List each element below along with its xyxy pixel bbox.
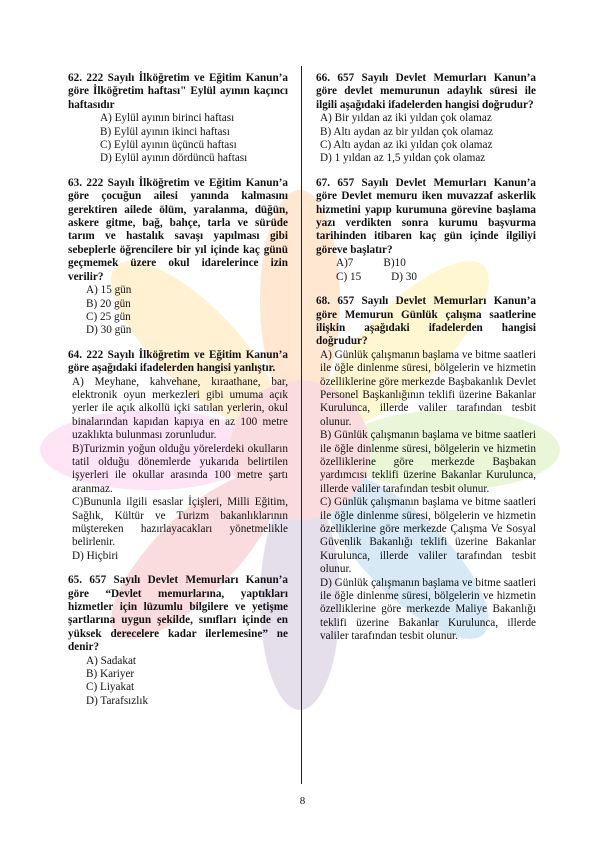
option-b: B) 20 gün: [86, 297, 131, 310]
question-stem: 68. 657 Sayılı Devlet Memurları Kanun’a göre Memurun Günlük çalışma saatlerine ilişkin aşağıdaki ifadelerden hangisi doğrudur?: [316, 295, 536, 348]
option-c: C) 25 gün: [86, 310, 131, 323]
option-a: A)7: [336, 257, 354, 270]
option-a: A) Eylül ayının birinci haftası: [100, 112, 235, 125]
option-c: C) 15: [336, 270, 362, 283]
question-68: [316, 295, 536, 644]
option-d: D) 30: [391, 270, 417, 283]
question-stem: 63. 222 Sayılı İlköğretim ve Eğitim Kanun’a göre çocuğun ailesi yanında kalmasını gerektiren ailede ölüm, yaralanma, düğün, askere gitme, bağ, bahçe, tarla ve sürüde tarım ve hastalık savaşı yapılması gibi sebeplerle öğrencilere bir yıl içinde kaç günü geçmemek üzere okul idarelerince izin verilir?: [68, 176, 288, 283]
question-67: [316, 177, 536, 284]
option-row: [316, 257, 536, 270]
option-c: C)Bununla ilgili esaslar İçişleri, Milli Eğitim, Sağlık, Kültür ve Turizm bakanlıklarının müştereken hazırlayacakları yönetmelikle belirlenir.: [72, 496, 288, 549]
option-b: B)10: [383, 257, 406, 270]
option-b: B) Günlük çalışmanın başlama ve bitme saatleri ile öğle dinlenme süresi, bölgelerin ve hizmetin özelliklerine göre merkezde Başbakan yardımcısı teklifi üzerine Bakanlar Kurulunca, illerde valiler tarafından tesbit olunur.: [320, 429, 536, 495]
option-a: A) Bir yıldan az iki yıldan çok olamaz: [320, 112, 492, 125]
option-d: D) Tarafsızlık: [86, 694, 149, 707]
option-d: D) 30 gün: [86, 324, 132, 337]
option-c: C) Eylül ayının üçüncü haftası: [100, 139, 237, 152]
option-a: A) Günlük çalışmanın başlama ve bitme saatleri ile öğle dinlenme süresi, bölgelerin ve hizmetin özelliklerine göre merkezde Başbakanlık Devlet Personel Başkanlığının teklifi üzerine Bakanlar Kurulunca, illerde valiler tarafından tesbit olunur.: [320, 348, 536, 428]
option-b: B)Turizmin yoğun olduğu yörelerdeki okulların tatil olduğu dönemlerde yukarıda belirtilen işyerleri ile okullar arasında 100 metre şartı aranmaz.: [72, 442, 288, 495]
question-stem: 66. 657 Sayılı Devlet Memurları Kanun’a göre devlet memurunun adaylık süresi ile ilgili aşağıdaki ifadelerden hangisi doğrudur?: [316, 72, 536, 111]
option-b: B) Altı aydan az bir yıldan çok olamaz: [320, 125, 494, 138]
question-stem: 64. 222 Sayılı İlköğretim ve Eğitim Kanun’a göre aşağıdaki ifadelerden hangisi yanlıştır.: [68, 348, 288, 375]
option-b: B) Kariyer: [86, 668, 135, 681]
right-column: [316, 72, 536, 655]
question-63: [68, 177, 288, 338]
option-c: C) Günlük çalışmanın başlama ve bitme saatleri ile öğle dinlenme süresi, bölgelerin ve hizmetin özelliklerine göre merkezde Çalışma Ve Sosyal Güvenlik Bakanlığı teklifi üzerine Bakanlar Kurulunca, illerde valiler tarafından tesbit olunur.: [320, 496, 536, 576]
page-number: 8: [299, 795, 306, 807]
option-a: A) 15 gün: [86, 284, 132, 297]
option-d: D) Günlük çalışmanın başlama ve bitme saatleri ile öğle dinlenme süresi, bölgelerin ve hizmetin özelliklerine göre merkezde Maliye Bakanlığı teklifi üzerine Bakanlar Kurulunca, illerde valiler tarafından tesbit olunur.: [320, 576, 536, 643]
question-65: [68, 574, 288, 708]
question-stem: 62. 222 Sayılı İlköğretim ve Eğitim Kanun’a göre İlköğretim haftası" Eylül ayının kaçıncı haftasıdır: [68, 72, 288, 111]
option-b: B) Eylül ayının ikinci haftası: [100, 125, 230, 138]
column-divider: [301, 66, 302, 784]
option-row: [316, 271, 536, 284]
question-66: [316, 72, 536, 166]
question-64: [68, 349, 288, 564]
question-stem: 67. 657 Sayılı Devlet Memurları Kanun’a göre Devlet memuru iken muvazzaf askerlik hizmetini yapıp kurumuna görevine başlama yazı verdikten sonra kurumu başvurma tarihinden itibaren kaç gün içinde ilgiliyi göreve başlatır?: [316, 176, 536, 256]
option-c: C) Liyakat: [86, 681, 135, 694]
option-a: A) Meyhane, kahvehane, kıraathane, bar, elektronik oyun merkezleri gibi umuma açık yerler ile açık alkollü içki satılan yerlerin, okul binalarından kapıdan kapıya en az 100 metre uzaklıkta bulunması zorunludur.: [72, 375, 288, 442]
option-a: A) Sadakat: [86, 654, 137, 667]
option-d: D) 1 yıldan az 1,5 yıldan çok olamaz: [320, 152, 486, 165]
option-d: D) Hiçbiri: [72, 549, 119, 562]
option-c: C) Altı aydan az iki yıldan çok olamaz: [320, 139, 493, 152]
question-62: [68, 72, 288, 166]
option-d: D) Eylül ayının dördüncü haftası: [100, 152, 248, 165]
question-stem: 65. 657 Sayılı Devlet Memurları Kanun’a göre “Devlet memurlarına, yaptıkları hizmetler için lüzumlu bilgilere ve yetişme şartlarına uygun şekilde, sınıfları içinde en yüksek derecelere kadar ilerlemesine” ne denir?: [68, 574, 288, 654]
left-column: [68, 72, 288, 719]
